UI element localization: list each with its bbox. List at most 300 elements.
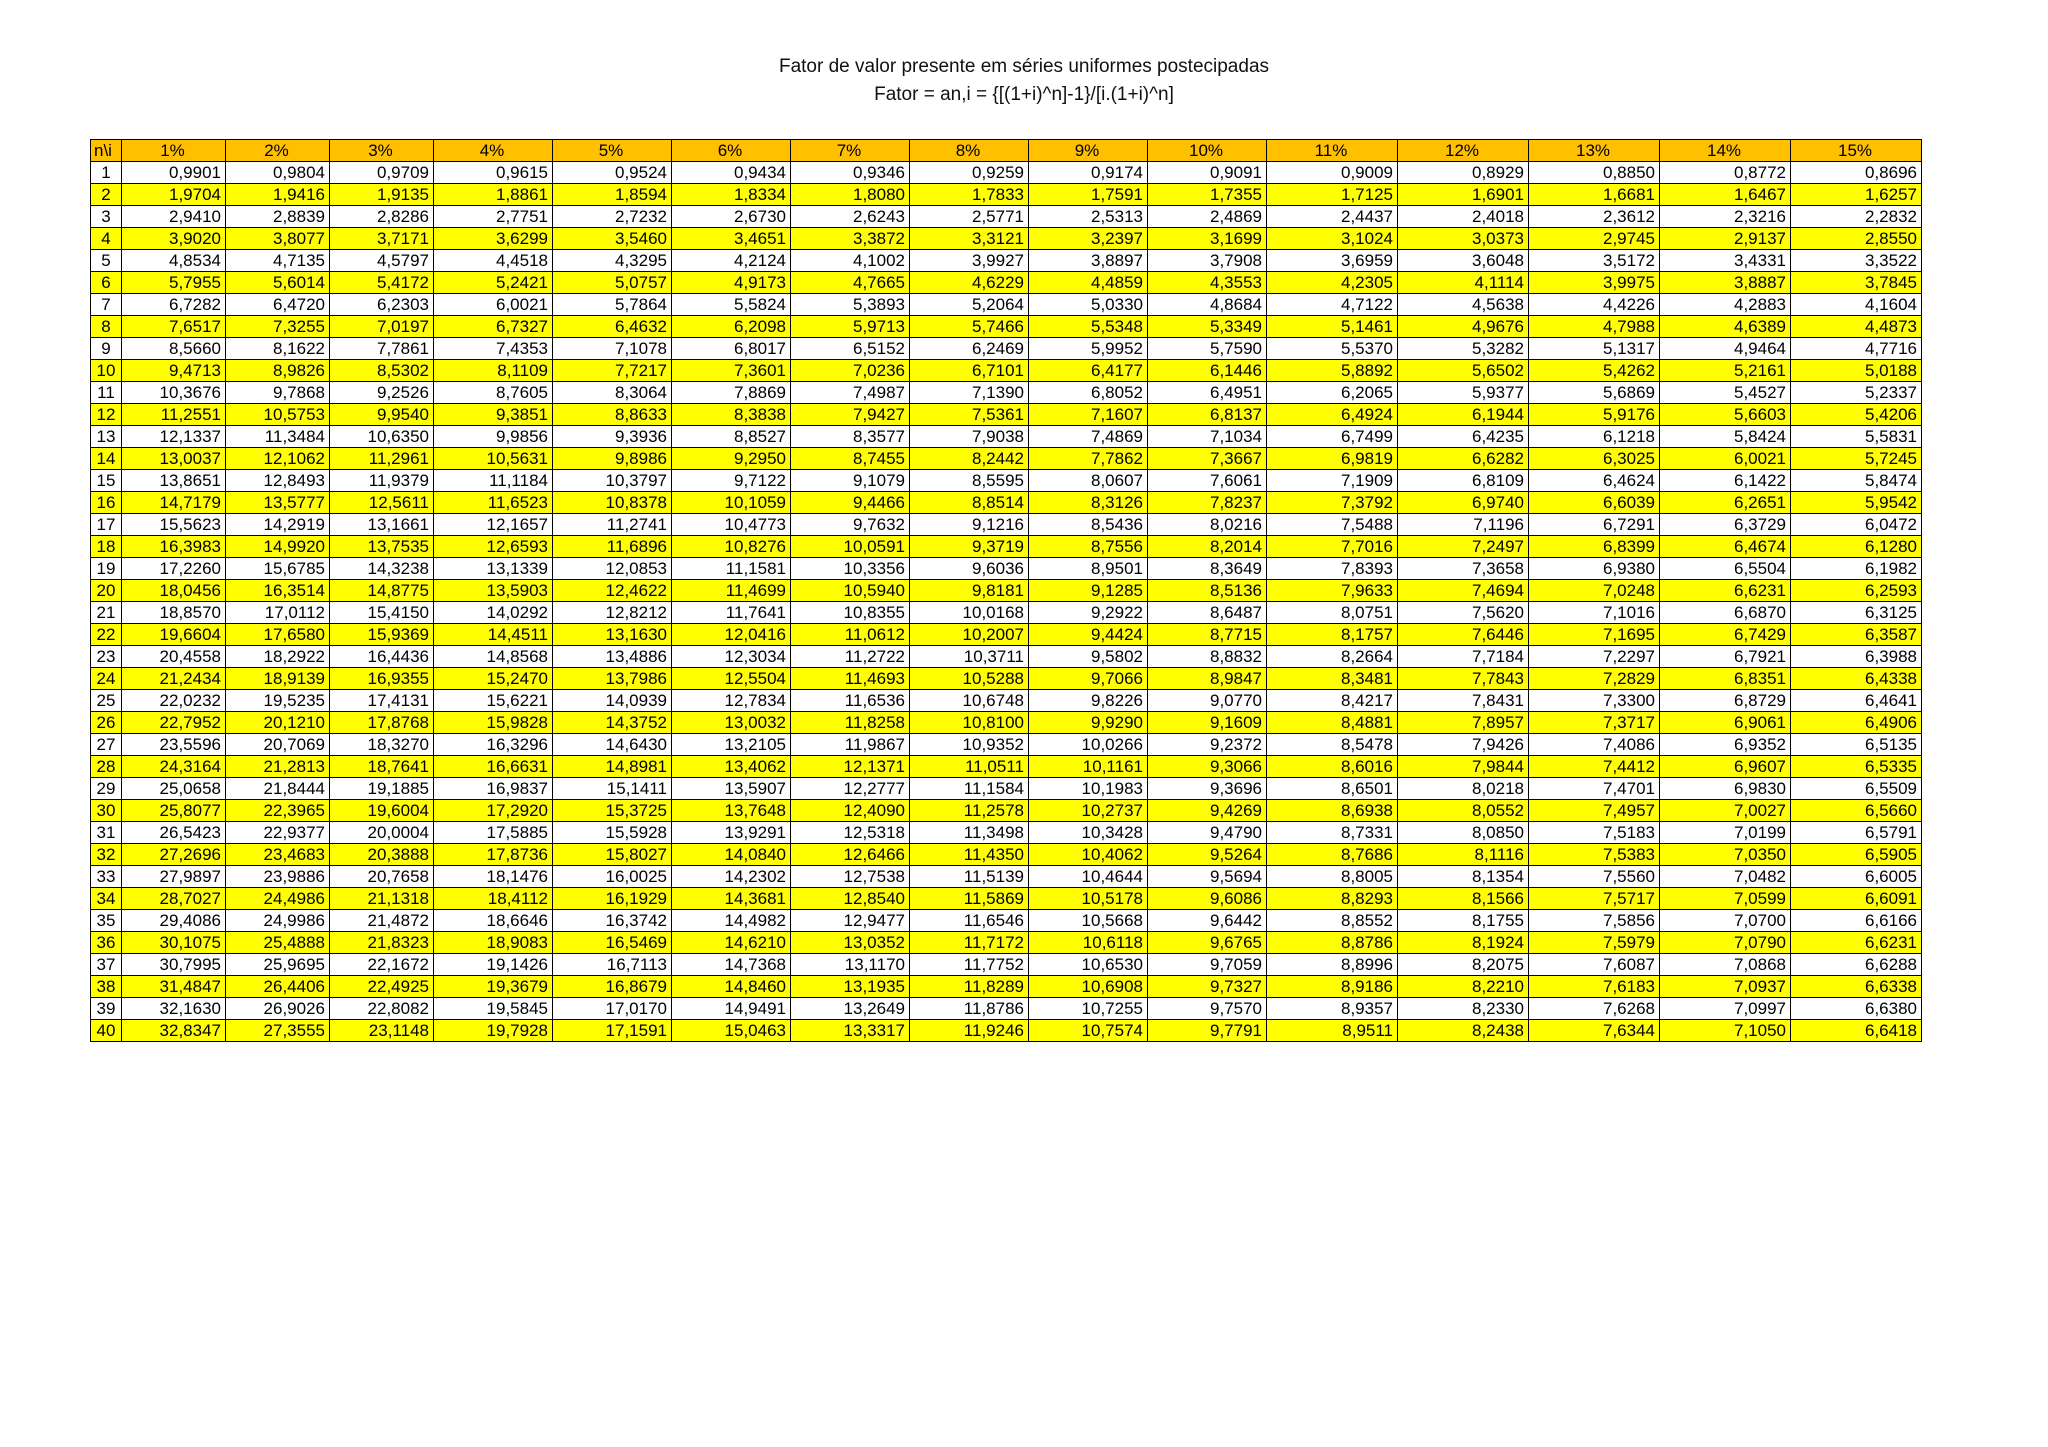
factor-cell: 8,9826 [226, 360, 330, 382]
factor-cell: 6,1218 [1529, 426, 1660, 448]
factor-cell: 7,6268 [1529, 998, 1660, 1020]
factor-cell: 5,9176 [1529, 404, 1660, 426]
period-cell: 27 [91, 734, 122, 756]
factor-cell: 12,3034 [672, 646, 791, 668]
factor-cell: 5,3349 [1148, 316, 1267, 338]
period-cell: 25 [91, 690, 122, 712]
period-cell: 39 [91, 998, 122, 1020]
period-cell: 26 [91, 712, 122, 734]
factor-cell: 29,4086 [122, 910, 226, 932]
factor-cell: 9,3696 [1148, 778, 1267, 800]
factor-cell: 9,7327 [1148, 976, 1267, 998]
period-cell: 5 [91, 250, 122, 272]
factor-cell: 13,7986 [553, 668, 672, 690]
rate-header: 6% [672, 140, 791, 162]
period-cell: 6 [91, 272, 122, 294]
factor-cell: 6,8351 [1660, 668, 1791, 690]
factor-cell: 7,4701 [1529, 778, 1660, 800]
factor-cell: 6,5509 [1791, 778, 1922, 800]
factor-cell: 12,2777 [791, 778, 910, 800]
table-row [91, 316, 1922, 338]
factor-cell: 9,2950 [672, 448, 791, 470]
factor-cell: 9,7066 [1029, 668, 1148, 690]
factor-cell: 2,6243 [791, 206, 910, 228]
factor-cell: 1,9416 [226, 184, 330, 206]
factor-cell: 14,3752 [553, 712, 672, 734]
table-row [91, 954, 1922, 976]
factor-cell: 8,1757 [1267, 624, 1398, 646]
factor-cell: 5,7466 [910, 316, 1029, 338]
factor-cell: 22,0232 [122, 690, 226, 712]
factor-cell: 7,9844 [1398, 756, 1529, 778]
factor-cell: 6,7291 [1529, 514, 1660, 536]
factor-cell: 6,2469 [910, 338, 1029, 360]
factor-cell: 7,8869 [672, 382, 791, 404]
factor-cell: 8,1924 [1398, 932, 1529, 954]
factor-cell: 5,0757 [553, 272, 672, 294]
factor-cell: 8,5660 [122, 338, 226, 360]
factor-cell: 10,5753 [226, 404, 330, 426]
table-row [91, 162, 1922, 184]
factor-cell: 8,3649 [1148, 558, 1267, 580]
factor-cell: 1,6681 [1529, 184, 1660, 206]
factor-cell: 6,4641 [1791, 690, 1922, 712]
factor-cell: 32,1630 [122, 998, 226, 1020]
factor-cell: 15,9828 [434, 712, 553, 734]
factor-cell: 10,0266 [1029, 734, 1148, 756]
factor-cell: 2,9745 [1529, 228, 1660, 250]
factor-cell: 9,3851 [434, 404, 553, 426]
factor-cell: 30,7995 [122, 954, 226, 976]
factor-cell: 15,3725 [553, 800, 672, 822]
factor-cell: 7,0027 [1660, 800, 1791, 822]
factor-cell: 15,5928 [553, 822, 672, 844]
factor-cell: 4,9676 [1398, 316, 1529, 338]
factor-cell: 2,3612 [1529, 206, 1660, 228]
factor-cell: 10,3676 [122, 382, 226, 404]
factor-cell: 17,1591 [553, 1020, 672, 1042]
factor-cell: 7,5383 [1529, 844, 1660, 866]
factor-cell: 6,1982 [1791, 558, 1922, 580]
factor-cell: 9,8226 [1029, 690, 1148, 712]
factor-cell: 11,4693 [791, 668, 910, 690]
factor-cell: 9,8181 [910, 580, 1029, 602]
factor-cell: 10,6530 [1029, 954, 1148, 976]
factor-cell: 25,9695 [226, 954, 330, 976]
factor-cell: 17,2260 [122, 558, 226, 580]
factor-cell: 23,5596 [122, 734, 226, 756]
factor-cell: 14,2302 [672, 866, 791, 888]
factor-cell: 18,9083 [434, 932, 553, 954]
table-row [91, 206, 1922, 228]
period-cell: 1 [91, 162, 122, 184]
factor-cell: 26,4406 [226, 976, 330, 998]
factor-cell: 9,3066 [1148, 756, 1267, 778]
factor-cell: 8,6501 [1267, 778, 1398, 800]
factor-cell: 11,3484 [226, 426, 330, 448]
factor-cell: 3,9975 [1529, 272, 1660, 294]
factor-cell: 8,9186 [1267, 976, 1398, 998]
factor-cell: 7,9038 [910, 426, 1029, 448]
table-row [91, 976, 1922, 998]
factor-cell: 1,6467 [1660, 184, 1791, 206]
factor-cell: 7,9427 [791, 404, 910, 426]
table-row [91, 294, 1922, 316]
factor-cell: 10,6350 [330, 426, 434, 448]
rate-header: 15% [1791, 140, 1922, 162]
factor-cell: 6,6338 [1791, 976, 1922, 998]
factor-cell: 7,0599 [1660, 888, 1791, 910]
factor-cell: 17,4131 [330, 690, 434, 712]
factor-cell: 10,7255 [1029, 998, 1148, 1020]
factor-cell: 1,9704 [122, 184, 226, 206]
factor-cell: 3,6299 [434, 228, 553, 250]
table-row [91, 734, 1922, 756]
factor-cell: 17,8768 [330, 712, 434, 734]
factor-cell: 8,3838 [672, 404, 791, 426]
factor-cell: 22,1672 [330, 954, 434, 976]
period-cell: 3 [91, 206, 122, 228]
factor-cell: 8,3064 [553, 382, 672, 404]
factor-cell: 6,6005 [1791, 866, 1922, 888]
factor-cell: 0,9804 [226, 162, 330, 184]
factor-cell: 12,1337 [122, 426, 226, 448]
factor-cell: 4,9464 [1660, 338, 1791, 360]
factor-cell: 11,1184 [434, 470, 553, 492]
factor-cell: 11,7172 [910, 932, 1029, 954]
header-row [91, 140, 1922, 162]
factor-cell: 13,0352 [791, 932, 910, 954]
factor-cell: 16,6631 [434, 756, 553, 778]
factor-cell: 26,9026 [226, 998, 330, 1020]
factor-cell: 8,0216 [1148, 514, 1267, 536]
factor-cell: 10,1161 [1029, 756, 1148, 778]
factor-cell: 27,3555 [226, 1020, 330, 1042]
period-cell: 37 [91, 954, 122, 976]
factor-cell: 3,3522 [1791, 250, 1922, 272]
factor-cell: 13,0032 [672, 712, 791, 734]
factor-cell: 11,8289 [910, 976, 1029, 998]
factor-cell: 10,3356 [791, 558, 910, 580]
factor-cell: 13,5907 [672, 778, 791, 800]
factor-cell: 8,8293 [1267, 888, 1398, 910]
factor-cell: 6,1280 [1791, 536, 1922, 558]
factor-cell: 10,4773 [672, 514, 791, 536]
factor-cell: 18,1476 [434, 866, 553, 888]
factor-cell: 16,3983 [122, 536, 226, 558]
factor-cell: 4,3553 [1148, 272, 1267, 294]
document-header [0, 53, 2048, 109]
factor-cell: 13,8651 [122, 470, 226, 492]
period-cell: 40 [91, 1020, 122, 1042]
factor-cell: 5,2161 [1660, 360, 1791, 382]
factor-cell: 8,5478 [1267, 734, 1398, 756]
factor-cell: 7,3667 [1148, 448, 1267, 470]
factor-cell: 10,9352 [910, 734, 1029, 756]
rate-header: 9% [1029, 140, 1148, 162]
factor-cell: 6,7499 [1267, 426, 1398, 448]
factor-cell: 6,5660 [1791, 800, 1922, 822]
factor-cell: 8,7556 [1029, 536, 1148, 558]
factor-cell: 9,9290 [1029, 712, 1148, 734]
factor-cell: 16,3514 [226, 580, 330, 602]
factor-cell: 14,7368 [672, 954, 791, 976]
factor-cell: 3,4651 [672, 228, 791, 250]
factor-cell: 6,6288 [1791, 954, 1922, 976]
factor-cell: 13,5903 [434, 580, 553, 602]
factor-cell: 7,1909 [1267, 470, 1398, 492]
factor-cell: 0,9174 [1029, 162, 1148, 184]
factor-cell: 8,9357 [1267, 998, 1398, 1020]
factor-cell: 14,6430 [553, 734, 672, 756]
factor-cell: 11,1584 [910, 778, 1029, 800]
factor-cell: 6,4177 [1029, 360, 1148, 382]
table-row [91, 998, 1922, 1020]
factor-cell: 17,0112 [226, 602, 330, 624]
table-row [91, 272, 1922, 294]
factor-cell: 31,4847 [122, 976, 226, 998]
factor-cell: 8,7455 [791, 448, 910, 470]
factor-cell: 10,0168 [910, 602, 1029, 624]
factor-cell: 6,7101 [910, 360, 1029, 382]
factor-cell: 12,7834 [672, 690, 791, 712]
factor-cell: 7,0937 [1660, 976, 1791, 998]
factor-cell: 5,2064 [910, 294, 1029, 316]
factor-cell: 7,0482 [1660, 866, 1791, 888]
factor-cell: 6,4624 [1529, 470, 1660, 492]
period-cell: 22 [91, 624, 122, 646]
factor-cell: 8,8786 [1267, 932, 1398, 954]
factor-cell: 3,8077 [226, 228, 330, 250]
factor-cell: 6,7429 [1660, 624, 1791, 646]
factor-cell: 7,8957 [1398, 712, 1529, 734]
factor-cell: 5,3282 [1398, 338, 1529, 360]
factor-cell: 12,4622 [553, 580, 672, 602]
factor-cell: 7,4412 [1529, 756, 1660, 778]
factor-cell: 2,8550 [1791, 228, 1922, 250]
factor-cell: 6,0021 [434, 294, 553, 316]
factor-cell: 8,8514 [910, 492, 1029, 514]
table-row [91, 624, 1922, 646]
table-row [91, 844, 1922, 866]
factor-cell: 19,5235 [226, 690, 330, 712]
factor-cell: 8,8996 [1267, 954, 1398, 976]
rate-header: 1% [122, 140, 226, 162]
period-cell: 13 [91, 426, 122, 448]
factor-cell: 6,4338 [1791, 668, 1922, 690]
factor-cell: 7,3658 [1398, 558, 1529, 580]
period-cell: 2 [91, 184, 122, 206]
factor-cell: 11,0511 [910, 756, 1029, 778]
factor-cell: 7,0997 [1660, 998, 1791, 1020]
factor-cell: 14,8568 [434, 646, 553, 668]
factor-cell: 14,6210 [672, 932, 791, 954]
factor-cell: 1,8334 [672, 184, 791, 206]
factor-cell: 8,1354 [1398, 866, 1529, 888]
factor-cell: 9,1285 [1029, 580, 1148, 602]
factor-cell: 0,8772 [1660, 162, 1791, 184]
factor-cell: 2,9410 [122, 206, 226, 228]
factor-cell: 7,1695 [1529, 624, 1660, 646]
factor-cell: 11,6523 [434, 492, 553, 514]
factor-cell: 10,3711 [910, 646, 1029, 668]
factor-cell: 8,9511 [1267, 1020, 1398, 1042]
factor-cell: 10,8276 [672, 536, 791, 558]
factor-cell: 5,5370 [1267, 338, 1398, 360]
period-cell: 16 [91, 492, 122, 514]
table-row [91, 360, 1922, 382]
factor-cell: 11,9867 [791, 734, 910, 756]
factor-cell: 7,6061 [1148, 470, 1267, 492]
factor-cell: 11,9246 [910, 1020, 1029, 1042]
factor-cell: 5,7590 [1148, 338, 1267, 360]
table-row [91, 536, 1922, 558]
factor-cell: 11,2578 [910, 800, 1029, 822]
factor-cell: 21,8323 [330, 932, 434, 954]
table-row [91, 228, 1922, 250]
factor-cell: 13,1170 [791, 954, 910, 976]
factor-cell: 16,9837 [434, 778, 553, 800]
factor-cell: 17,8736 [434, 844, 553, 866]
table-row [91, 602, 1922, 624]
factor-cell: 3,9927 [910, 250, 1029, 272]
factor-cell: 6,5504 [1660, 558, 1791, 580]
factor-cell: 7,7861 [330, 338, 434, 360]
corner-header: n\i [91, 140, 122, 162]
factor-cell: 3,0373 [1398, 228, 1529, 250]
factor-cell: 20,4558 [122, 646, 226, 668]
factor-cell: 24,3164 [122, 756, 226, 778]
factor-cell: 7,1034 [1148, 426, 1267, 448]
factor-cell: 14,9920 [226, 536, 330, 558]
factor-cell: 13,4062 [672, 756, 791, 778]
table-row [91, 778, 1922, 800]
factor-cell: 2,2832 [1791, 206, 1922, 228]
factor-cell: 3,6959 [1267, 250, 1398, 272]
table-row [91, 756, 1922, 778]
factor-cell: 5,7245 [1791, 448, 1922, 470]
factor-cell: 6,0021 [1660, 448, 1791, 470]
factor-cell: 5,9713 [791, 316, 910, 338]
factor-cell: 8,8527 [672, 426, 791, 448]
factor-cell: 19,6604 [122, 624, 226, 646]
factor-cell: 12,1371 [791, 756, 910, 778]
period-cell: 12 [91, 404, 122, 426]
period-cell: 31 [91, 822, 122, 844]
factor-cell: 9,0770 [1148, 690, 1267, 712]
rate-header: 4% [434, 140, 553, 162]
factor-cell: 7,0350 [1660, 844, 1791, 866]
table-row [91, 470, 1922, 492]
factor-cell: 11,8786 [910, 998, 1029, 1020]
factor-cell: 0,8929 [1398, 162, 1529, 184]
factor-cell: 7,1196 [1398, 514, 1529, 536]
factor-cell: 3,7908 [1148, 250, 1267, 272]
factor-cell: 3,3121 [910, 228, 1029, 250]
table-row [91, 910, 1922, 932]
factor-cell: 15,5623 [122, 514, 226, 536]
factor-cell: 9,2372 [1148, 734, 1267, 756]
factor-cell: 4,4859 [1029, 272, 1148, 294]
factor-cell: 9,3719 [910, 536, 1029, 558]
factor-cell: 1,8594 [553, 184, 672, 206]
factor-cell: 24,9986 [226, 910, 330, 932]
table-row [91, 822, 1922, 844]
period-cell: 32 [91, 844, 122, 866]
factor-cell: 19,7928 [434, 1020, 553, 1042]
factor-cell: 16,4436 [330, 646, 434, 668]
factor-cell: 18,3270 [330, 734, 434, 756]
factor-cell: 2,5313 [1029, 206, 1148, 228]
factor-cell: 9,7791 [1148, 1020, 1267, 1042]
period-cell: 29 [91, 778, 122, 800]
factor-cell: 5,0188 [1791, 360, 1922, 382]
table-row [91, 338, 1922, 360]
factor-cell: 8,3577 [791, 426, 910, 448]
factor-cell: 15,4150 [330, 602, 434, 624]
factor-cell: 2,9137 [1660, 228, 1791, 250]
factor-cell: 6,3125 [1791, 602, 1922, 624]
factor-cell: 11,4699 [672, 580, 791, 602]
factor-cell: 4,8534 [122, 250, 226, 272]
factor-cell: 4,8684 [1148, 294, 1267, 316]
factor-cell: 13,1339 [434, 558, 553, 580]
factor-cell: 8,4881 [1267, 712, 1398, 734]
factor-cell: 10,5940 [791, 580, 910, 602]
factor-cell: 5,5831 [1791, 426, 1922, 448]
factor-cell: 16,9355 [330, 668, 434, 690]
table-row [91, 250, 1922, 272]
factor-cell: 4,3295 [553, 250, 672, 272]
factor-cell: 11,6536 [791, 690, 910, 712]
factor-cell: 12,8493 [226, 470, 330, 492]
factor-cell: 23,1148 [330, 1020, 434, 1042]
factor-cell: 9,7570 [1148, 998, 1267, 1020]
factor-cell: 4,7135 [226, 250, 330, 272]
factor-cell: 6,9607 [1660, 756, 1791, 778]
rate-header: 2% [226, 140, 330, 162]
factor-cell: 11,2551 [122, 404, 226, 426]
table-row [91, 558, 1922, 580]
factor-cell: 2,8286 [330, 206, 434, 228]
factor-cell: 7,8431 [1398, 690, 1529, 712]
factor-cell: 19,5845 [434, 998, 553, 1020]
factor-cell: 8,0607 [1029, 470, 1148, 492]
period-cell: 8 [91, 316, 122, 338]
factor-cell: 16,0025 [553, 866, 672, 888]
factor-cell: 8,7605 [434, 382, 553, 404]
factor-cell: 17,2920 [434, 800, 553, 822]
period-cell: 35 [91, 910, 122, 932]
factor-cell: 8,0552 [1398, 800, 1529, 822]
factor-cell: 11,2722 [791, 646, 910, 668]
factor-cell: 8,2330 [1398, 998, 1529, 1020]
factor-cell: 17,5885 [434, 822, 553, 844]
factor-cell: 7,0868 [1660, 954, 1791, 976]
factor-cell: 9,2922 [1029, 602, 1148, 624]
factor-cell: 11,6896 [553, 536, 672, 558]
factor-cell: 6,6039 [1529, 492, 1660, 514]
factor-cell: 1,7355 [1148, 184, 1267, 206]
factor-cell: 9,4424 [1029, 624, 1148, 646]
factor-cell: 6,8399 [1529, 536, 1660, 558]
factor-cell: 13,3317 [791, 1020, 910, 1042]
factor-cell: 0,9709 [330, 162, 434, 184]
factor-cell: 5,6014 [226, 272, 330, 294]
factor-cell: 15,1411 [553, 778, 672, 800]
factor-cell: 13,7648 [672, 800, 791, 822]
table-row [91, 382, 1922, 404]
